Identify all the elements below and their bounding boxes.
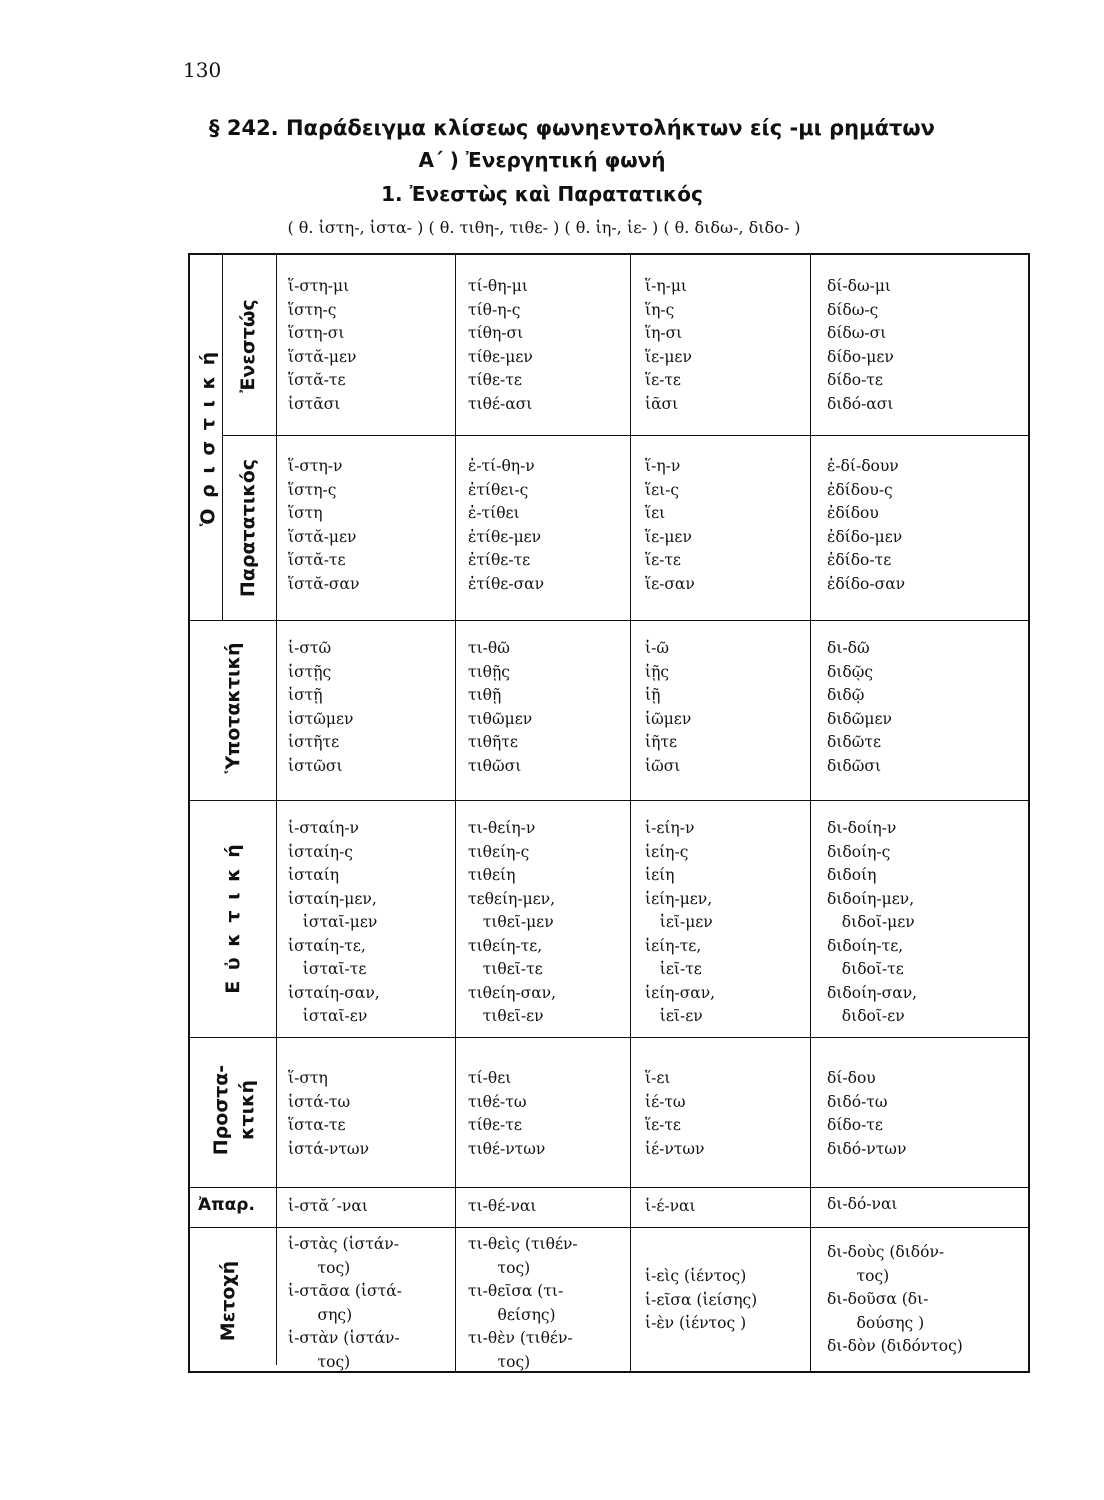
prostaktiki-cell-3: ἵ-ει ἱέ-τω ἵε-τε ἱέ-ντων: [645, 1069, 705, 1158]
label-efktiki: Ε ὐ κ τ ι κ ή: [222, 842, 244, 994]
label-oristiki: Ὁ ρ ι σ τ ι κ ή: [197, 349, 219, 527]
paratatikos-cell-1: ἵ-στη-ν ἵστη-ς ἵστη ἵστᾰ-μεν ἵστᾰ-τε ἵστᾰ-σαν: [288, 457, 360, 593]
efktiki-cell-1: ἱ-σταίη-ν ἱσταίη-ς ἱσταίη ἱσταίη-μεν, ἱσταῖ-μεν ἱσταίη-τε, ἱσταῖ-τε ἱσταίη-σαν, ἱσταῖ-εν: [288, 819, 380, 1025]
apar-cell-1: ἱ-στᾰ΄-ναι: [288, 1197, 368, 1215]
section-heading: § 242. Παράδειγμα κλίσεως φωνηεντολήκτων είς -μι ρημάτων: [209, 116, 935, 140]
metochi-cell-1: ἱ-στὰς (ἱστάν- τος) ἱ-στᾶσα (ἱστά- σης) ἱ-στὰν (ἱστάν- τος): [288, 1235, 402, 1371]
ypotaktiki-cell-1: ἱ-στῶ ἱστῇς ἱστῇ ἱστῶμεν ἱστῆτε ἱστῶσι: [288, 639, 354, 775]
tense-heading: 1. Ἐνεστὼς καὶ Παρατατικός: [381, 182, 703, 206]
apar-cell-3: ἱ-έ-ναι: [645, 1197, 696, 1215]
paratatikos-cell-2: ἐ-τί-θη-ν ἐτίθει-ς ἐ-τίθει ἐτίθε-μεν ἐτίθε-τε ἐτίθε-σαν: [468, 457, 545, 593]
enestos-cell-1: ἵ-στη-μι ἵστη-ς ἵστη-σι ἵστᾰ-μεν ἵστᾰ-τε ἱστᾶσι: [288, 277, 357, 413]
label-enestos: Ἐνεστώς: [237, 299, 259, 393]
prostaktiki-cell-1: ἵ-στη ἱστά-τω ἵστα-τε ἱστά-ντων: [288, 1069, 369, 1158]
label-metochi: Μετοχή: [217, 1260, 239, 1342]
label-apar: Ἀπαρ.: [198, 1195, 255, 1215]
metochi-cell-2: τι-θεὶς (τιθέν- τος) τι-θεῖσα (τι- θείσης) τι-θὲν (τιθέν- τος): [468, 1235, 578, 1371]
ypotaktiki-cell-3: ἱ-ῶ ἱῇς ἱῇ ἱῶμεν ἱῆτε ἱῶσι: [645, 639, 692, 775]
label-ypotaktiki: Ὑποτακτική: [222, 642, 244, 774]
label-prostaktiki-1: Προστα-: [210, 1064, 232, 1156]
paratatikos-cell-4: ἐ-δί-δουν ἐδίδου-ς ἐδίδου ἐδίδο-μεν ἐδίδο-τε ἐδίδο-σαν: [827, 457, 906, 593]
metochi-cell-4: δι-δοὺς (διδόν- τος) δι-δοῦσα (δι- δούσης ) δι-δὸν (διδόντος): [827, 1243, 963, 1355]
efktiki-cell-4: δι-δοίη-ν διδοίη-ς διδοίη διδοίη-μεν, διδοῖ-μεν διδοίη-τε, διδοῖ-τε διδοίη-σαν, διδοῖ-εν: [827, 819, 918, 1025]
enestos-cell-4: δί-δω-μι δίδω-ς δίδω-σι δίδο-μεν δίδο-τε διδό-ασι: [827, 277, 894, 413]
apar-cell-4: δι-δό-ναι: [827, 1195, 898, 1213]
prostaktiki-cell-2: τί-θει τιθέ-τω τίθε-τε τιθέ-ντων: [468, 1069, 546, 1158]
prostaktiki-cell-4: δί-δου διδό-τω δίδο-τε διδό-ντων: [827, 1069, 907, 1158]
stem-line: ( θ. ἱστη-, ἱστα- ) ( θ. τιθη-, τιθε- ) ( θ. ἱη-, ἱε- ) ( θ. διδω-, διδο- ): [287, 218, 801, 237]
label-prostaktiki-2: κτική: [236, 1079, 258, 1141]
paratatikos-cell-3: ἵ-η-ν ἵει-ς ἵει ἵε-μεν ἵε-τε ἵε-σαν: [645, 457, 695, 593]
enestos-cell-2: τί-θη-μι τίθ-η-ς τίθη-σι τίθε-μεν τίθε-τε τιθέ-ασι: [468, 277, 533, 413]
enestos-cell-3: ἵ-η-μι ἵη-ς ἵη-σι ἵε-μεν ἵε-τε ἱᾶσι: [645, 277, 692, 413]
ypotaktiki-cell-2: τι-θῶ τιθῇς τιθῇ τιθῶμεν τιθῆτε τιθῶσι: [468, 639, 533, 775]
voice-heading: Α΄ ) Ἐνεργητική φωνή: [418, 148, 666, 172]
apar-cell-2: τι-θέ-ναι: [468, 1197, 537, 1215]
efktiki-cell-3: ἱ-είη-ν ἱείη-ς ἱείη ἱείη-μεν, ἱεῖ-μεν ἱείη-τε, ἱεῖ-τε ἱείη-σαν, ἱεῖ-εν: [645, 819, 716, 1025]
metochi-cell-3: ἱ-εὶς (ἱέντος) ἱ-εῖσα (ἱείσης) ἱ-ὲν (ἱέντος ): [645, 1267, 758, 1332]
label-paratatikos: Παρατατικός: [237, 458, 259, 598]
ypotaktiki-cell-4: δι-δῶ διδῷς διδῷ διδῶμεν διδῶτε διδῶσι: [827, 639, 892, 775]
conjugation-table: [188, 253, 1030, 1373]
efktiki-cell-2: τι-θείη-ν τιθείη-ς τιθείη τεθείη-μεν, τιθεῖ-μεν τιθείη-τε, τιθεῖ-τε τιθείη-σαν, τιθεῖ-εν: [468, 819, 557, 1025]
page-number: 130: [183, 58, 222, 82]
